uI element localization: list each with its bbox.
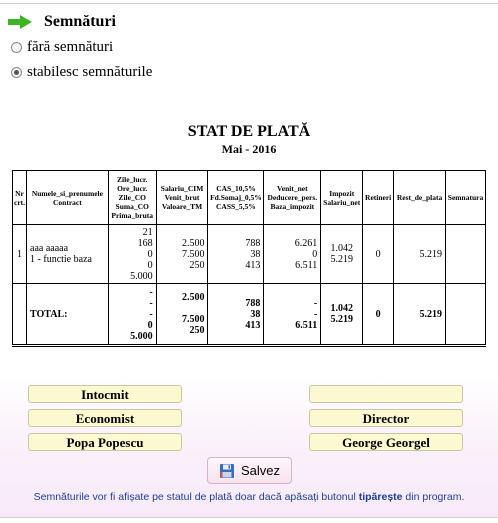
signature-field-right-3[interactable]: George Georgel bbox=[309, 433, 463, 451]
radio-button[interactable] bbox=[11, 67, 22, 78]
cell-days: - - - 0 5.000 bbox=[108, 284, 156, 346]
cell-cas: 788 38 413 bbox=[208, 284, 264, 346]
col-name: Numele_si_prenumele Contract bbox=[27, 171, 109, 225]
option-no-signatures[interactable] bbox=[11, 39, 113, 56]
col-salary: Salariu_CIM Venit_brut Valoare_TM bbox=[156, 171, 208, 225]
signature-field-right-1[interactable] bbox=[309, 385, 463, 403]
cell-rest: 5.219 bbox=[394, 284, 446, 346]
arrow-right-icon bbox=[8, 15, 32, 29]
col-sign: Semnatura bbox=[446, 171, 486, 225]
cell-ret: 0 bbox=[363, 284, 394, 346]
signature-field-left-3[interactable]: Popa Popescu bbox=[28, 433, 182, 451]
option-label: fără semnături bbox=[27, 39, 114, 55]
report-title: STAT DE PLATĂ bbox=[187, 123, 311, 140]
cell-total-label: TOTAL: bbox=[27, 284, 109, 346]
top-divider bbox=[0, 3, 498, 4]
col-ret: Retineri bbox=[363, 171, 394, 225]
floppy-disk-icon bbox=[219, 463, 235, 479]
payroll-table bbox=[12, 170, 486, 347]
option-label: stabilesc semnăturile bbox=[27, 64, 153, 80]
cell-name: aaa aaaaa 1 - functie baza bbox=[27, 225, 109, 284]
col-rest: Rest_de_plata bbox=[394, 171, 446, 225]
cell-ret: 0 bbox=[363, 225, 394, 284]
save-button[interactable] bbox=[207, 457, 292, 484]
report-period: Mai - 2016 bbox=[221, 142, 277, 156]
col-net: Venit_net Deducere_pers. Baza_impozit bbox=[264, 171, 321, 225]
cell-nr bbox=[13, 284, 27, 346]
col-days: Zile_lucr. Ore_lucr. Zile_CO Suma_CO Prima_bruta bbox=[108, 171, 156, 225]
cell-salary: 2.500 7.500 250 bbox=[156, 284, 208, 346]
cell-days: 21 168 0 0 5.000 bbox=[108, 225, 156, 284]
col-cas: CAS_10,5% Fd.Somaj_0,5% CASS_5,5% bbox=[208, 171, 264, 225]
cell-rest: 5.219 bbox=[394, 225, 446, 284]
table-total-row bbox=[13, 284, 486, 346]
signatures-header bbox=[8, 13, 116, 31]
col-nr: Nr crt. bbox=[13, 171, 27, 225]
section-title: Semnături bbox=[44, 13, 116, 30]
cell-sign bbox=[446, 284, 486, 346]
signature-field-right-2[interactable]: Director bbox=[309, 409, 463, 427]
signature-field-left-2[interactable]: Economist bbox=[28, 409, 182, 427]
info-note: Semnăturile vor fi afișate pe statul de plată doar dacă apăsați butonul tipărește din program. bbox=[33, 491, 465, 503]
bottom-divider bbox=[0, 517, 498, 518]
signature-field-left-1[interactable]: Intocmit bbox=[28, 385, 182, 403]
cell-cas: 788 38 413 bbox=[208, 225, 264, 284]
cell-nr: 1 bbox=[13, 225, 27, 284]
radio-button[interactable] bbox=[11, 42, 22, 53]
save-button-label: Salvez bbox=[240, 463, 281, 478]
cell-tax: 1.042 5.219 bbox=[321, 284, 363, 346]
cell-net: 6.261 0 6.511 bbox=[264, 225, 321, 284]
cell-tax: 1.042 5.219 bbox=[321, 225, 363, 284]
col-tax: Impozit Salariu_net bbox=[321, 171, 363, 225]
option-set-signatures[interactable] bbox=[11, 64, 152, 81]
cell-sign bbox=[446, 225, 486, 284]
cell-salary: 2.500 7.500 250 bbox=[156, 225, 208, 284]
table-row bbox=[13, 225, 486, 284]
cell-net: - - 6.511 bbox=[264, 284, 321, 346]
table-header-row bbox=[13, 171, 486, 225]
